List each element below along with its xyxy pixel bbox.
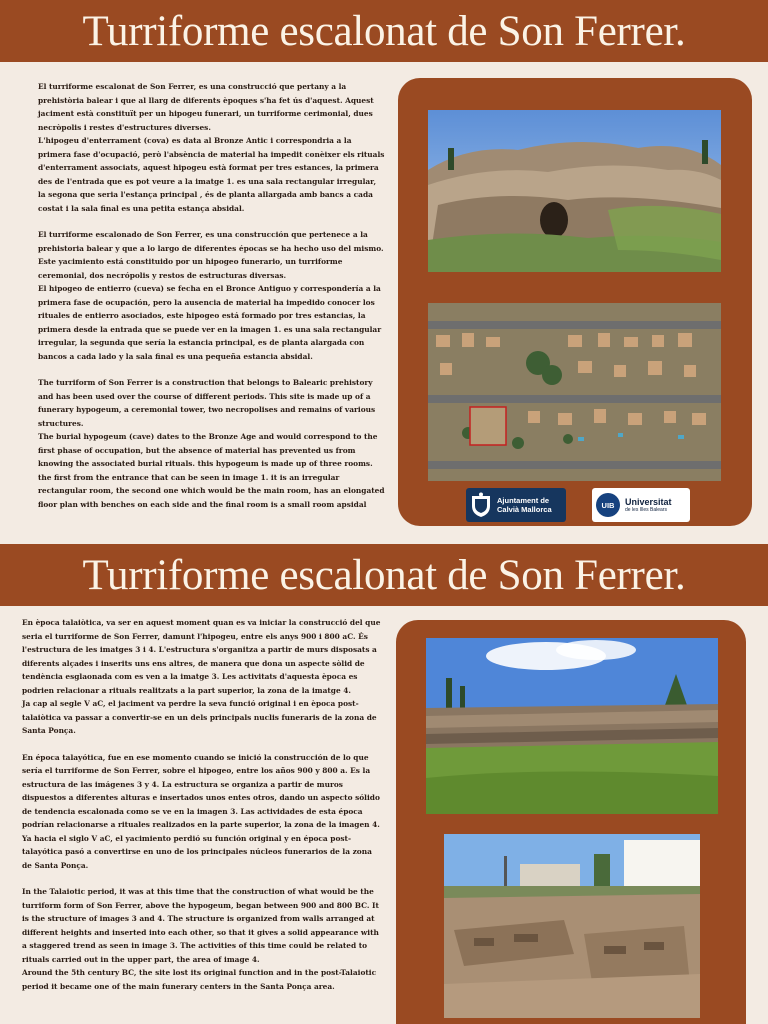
page-title: Turriforme escalonat de Son Ferrer.	[0, 0, 768, 62]
logo-uib	[592, 488, 690, 522]
calvia-line1: Ajuntament de	[497, 496, 550, 505]
paragraph-catalan-1: El turriforme escalonat de Son Ferrer, es una construcció que pertany a la prehistòria balear i que al llarg de diferents èpoques s'ha fet ús d'aquest. Aquest jaciment està constituït per un hipogeu funerari, un turriforme cerimonial, dues necròpolis i restes d'estructures diverses. L'hipogeu d'enterrament (cova) es data al Bronze Antic i correspondria a la primera fase d'ocupació, però l'absència de material ha impedit conèixer els rituals d'enterrament associats, aquest hipogeu està format per tres estances, la primera des de l'entrada que es pot veure a la imatge 1. es una sala rectangular irregular, la segona que seria l'estança principal , és de planta allargada amb bancs a cada costat i la sala final es una petita estança absidal.	[38, 82, 385, 213]
uib-name: Universitat	[625, 496, 672, 507]
text-section-1	[38, 80, 386, 524]
paragraph-english-1: The turriform of Son Ferrer is a construction that belongs to Balearic prehistory and has been used over the course of different periods. This site is made up of a funerary hypogeum, a ceremonial tower, two necropolises and remains of various structures. The burial hypogeum (cave) dates to the Bronze Age and would correspond to the first phase of occupation, but the absence of material has prevented us from knowing the associated burial rituals. this hypogeum is made up of three rooms. the first from the entrance that can be seen in image 1. it is an irregular rectangular room, the second one which would be the main room, has an elongated floor plan with benches on each side and the final room is a small room apsidal	[38, 378, 385, 509]
photo-upper-area	[444, 834, 700, 1018]
logo-ajuntament-calvia	[466, 488, 566, 522]
photo-hypogeum-entrance	[428, 110, 721, 272]
paragraph-spanish-2: En época talayótica, fue en ese momento cuando se inició la construcción de lo que sería el turriforme de Son Ferrer, sobre el hipogeo, entre los años 900 y 800 a. Es la estructura de las imágenes 3 y 4. La estructura se organiza a partir de muros dispuestos a diferentes alturas e insertados unos entes otros, dando un aspecto sólido de tendencia escalonada como se ve en la imagen 3. Las actividades de esta época podrían relacionarse a rituales realizados en la parte superior, la zona de la imagen 4. Ya hacia el siglo V aC, el yacimiento perdió su función original y en época post-talayótica pasó a convertirse en uno de los principales núcleos funerarios de la zona de Santa Ponça.	[22, 752, 380, 870]
uib-seal-icon	[596, 493, 620, 517]
text-section-2	[22, 616, 382, 1006]
photo-aerial-view	[428, 303, 721, 481]
section-title-2: Turriforme escalonat de Son Ferrer.	[0, 544, 768, 606]
paragraph-english-2: In the Talaiotic period, it was at this time that the construction of what would be the turriform form of Son Ferrer, above the hypogeum, began between 900 and 800 BC. It is the structure of images 3 and 4. The structure is organized from walls arranged at different heights and inserted into each other, so that it gives a solid appearance with a staggered trend as seen in image 3. The activities of this time could be related to rituals carried out in the upper part, the area of image 4. Around the 5th century BC, the site lost its original function and in the post-Talaiotic period it became one of the main funerary centers in the Santa Ponça area.	[22, 887, 379, 991]
photo-stepped-walls	[426, 638, 718, 814]
calvia-crest-icon	[470, 492, 492, 518]
paragraph-spanish-1: El turriforme escalonado de Son Ferrer, es una construcción que pertenece a la prehistoria balear y que a lo largo de diferentes épocas se ha hecho uso del mismo. Este yacimiento está constituido por un hipogeo funerario, un turriforme ceremonial, dos necrópolis y restos de estructuras diversas. El hipogeo de entierro (cueva) se fecha en el Bronce Antiguo y correspondería a la primera fase de ocupación, pero la ausencia de material ha impedido conocer los rituales de entierro asociados, este hipogeo está formado por tres estancias, la primera desde la entrada que se puede ver en la imagen 1. es una sala rectangular irregular, la segunda que sería la estancia principal, es de planta alargada con bancos a cada lado y la sala final es una pequeña estancia absidal.	[38, 230, 384, 361]
calvia-line2: Calvià Mallorca	[497, 505, 552, 514]
uib-mark: UIB	[601, 500, 615, 510]
paragraph-catalan-2: En època talaiòtica, va ser en aquest moment quan es va iniciar la construcció del que seria el turriforme de Son Ferrer, damunt l'hipogeu, entre els anys 900 i 800 aC. És l'estructura de les imatges 3 i 4. L'estructura s'organitza a partir de murs disposats a diferents alçades i inserits uns ens altres, de manera que dona un aspecte sòlid de tendència esglaonada com es ven a la imatge 3. Les activitats d'aquesta època es podrien relacionar a rituals realitzats a la part superior, la zona de la imatge 4. Ja cap al segle V aC, el jaciment va perdre la seva funció original i en època post-talaiòtica va passar a convertir-se en un dels principals nuclis funeraris de la zona de Santa Ponça.	[22, 618, 381, 735]
uib-sub: de les Illes Balears	[625, 506, 667, 513]
